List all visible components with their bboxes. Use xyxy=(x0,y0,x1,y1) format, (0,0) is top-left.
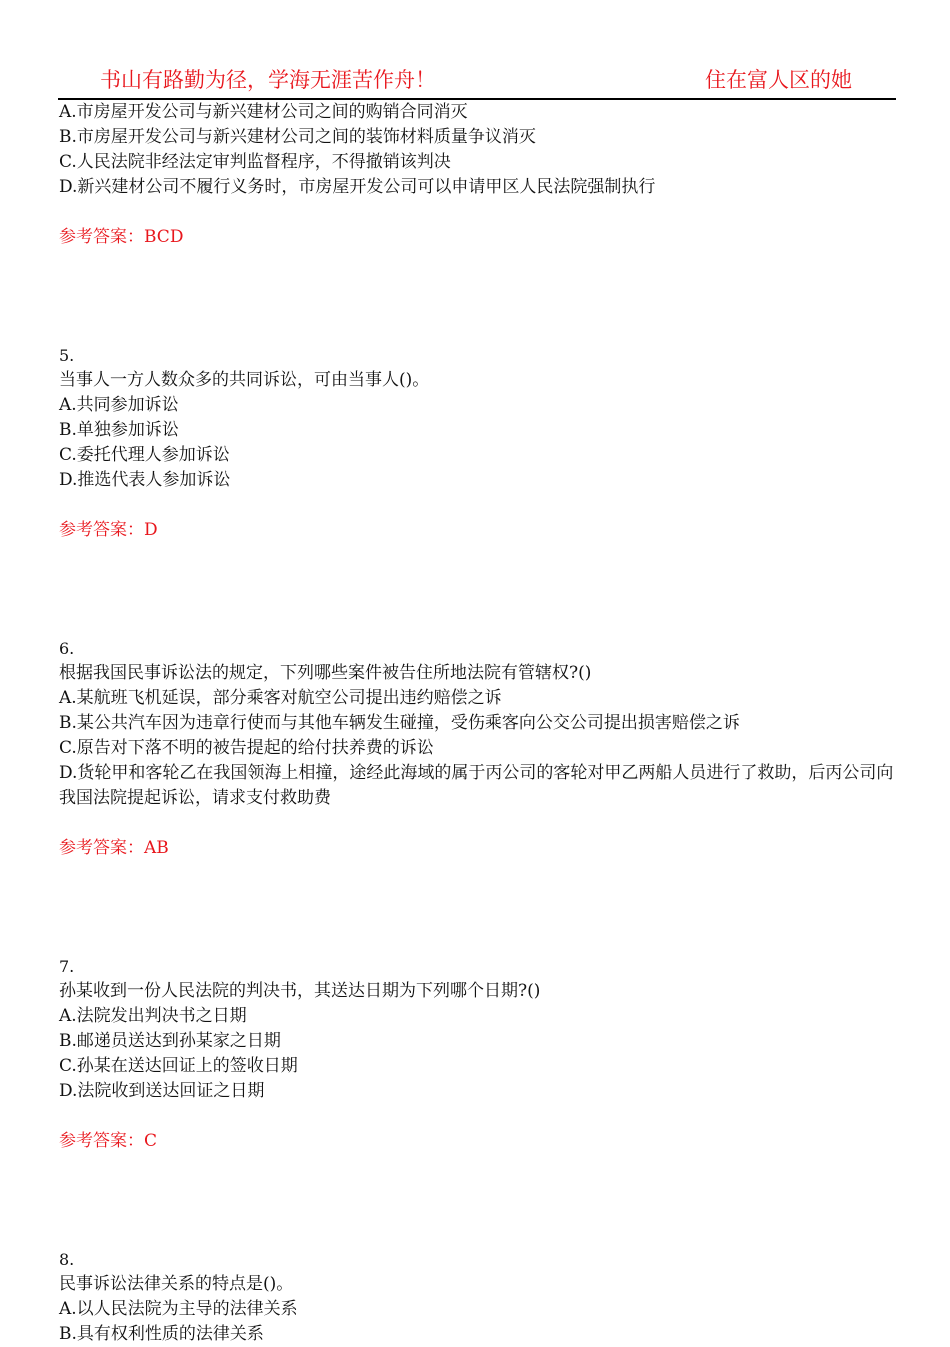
question-number: 6. xyxy=(59,639,75,658)
option-c: C.原告对下落不明的被告提起的给付扶养费的诉讼 xyxy=(59,738,434,758)
option-c: C.委托代理人参加诉讼 xyxy=(59,445,230,465)
question-text: 当事人一方人数众多的共同诉讼，可由当事人()。 xyxy=(59,370,430,390)
document-body xyxy=(59,100,899,1347)
option-d: D.新兴建材公司不履行义务时，市房屋开发公司可以申请甲区人民法院强制执行 xyxy=(59,177,656,197)
option-c: C.人民法院非经法定审判监督程序，不得撤销该判决 xyxy=(59,152,451,172)
option-b: B.某公共汽车因为违章行使而与其他车辆发生碰撞，受伤乘客向公交公司提出损害赔偿之诉 xyxy=(59,713,740,733)
reference-answer: 参考答案：AB xyxy=(59,838,169,858)
option-b: B.单独参加诉讼 xyxy=(59,420,179,440)
option-b: B.市房屋开发公司与新兴建材公司之间的装饰材料质量争议消灭 xyxy=(59,127,536,147)
option-a: A.法院发出判决书之日期 xyxy=(59,1006,247,1026)
header-motto: 书山有路勤为径，学海无涯苦作舟！ xyxy=(100,68,436,92)
option-b: B.邮递员送达到孙某家之日期 xyxy=(59,1031,281,1051)
option-d: D.推选代表人参加诉讼 xyxy=(59,470,231,490)
question-number: 7. xyxy=(59,957,75,976)
option-c: C.孙某在送达回证上的签收日期 xyxy=(59,1056,298,1076)
option-a: A.市房屋开发公司与新兴建材公司之间的购销合同消灭 xyxy=(59,102,468,122)
option-a: A.以人民法院为主导的法律关系 xyxy=(59,1299,298,1319)
option-d: D.货轮甲和客轮乙在我国领海上相撞，途经此海域的属于丙公司的客轮对甲乙两船人员进行了救助，后丙公司向我国法院提起诉讼，请求支付救助费 xyxy=(59,763,894,808)
question-7 xyxy=(59,954,899,1154)
option-b: B.具有权利性质的法律关系 xyxy=(59,1324,264,1344)
question-text: 民事诉讼法律关系的特点是()。 xyxy=(59,1274,294,1294)
reference-answer: 参考答案：C xyxy=(59,1131,158,1151)
header-author: 住在富人区的她 xyxy=(705,68,852,92)
question-text: 根据我国民事诉讼法的规定，下列哪些案件被告住所地法院有管辖权?() xyxy=(59,663,592,683)
page-header xyxy=(58,62,896,100)
option-d: D.法院收到送达回证之日期 xyxy=(59,1081,265,1101)
question-8 xyxy=(59,1247,899,1347)
question-text: 孙某收到一份人民法院的判决书，其送达日期为下列哪个日期?() xyxy=(59,981,541,1001)
question-4 xyxy=(59,100,899,250)
reference-answer: 参考答案：BCD xyxy=(59,227,184,247)
option-a: A.某航班飞机延误，部分乘客对航空公司提出违约赔偿之诉 xyxy=(59,688,502,708)
question-number: 5. xyxy=(59,346,75,365)
question-5 xyxy=(59,343,899,543)
option-a: A.共同参加诉讼 xyxy=(59,395,179,415)
reference-answer: 参考答案：D xyxy=(59,520,158,540)
question-number: 8. xyxy=(59,1250,75,1269)
question-6 xyxy=(59,636,899,861)
